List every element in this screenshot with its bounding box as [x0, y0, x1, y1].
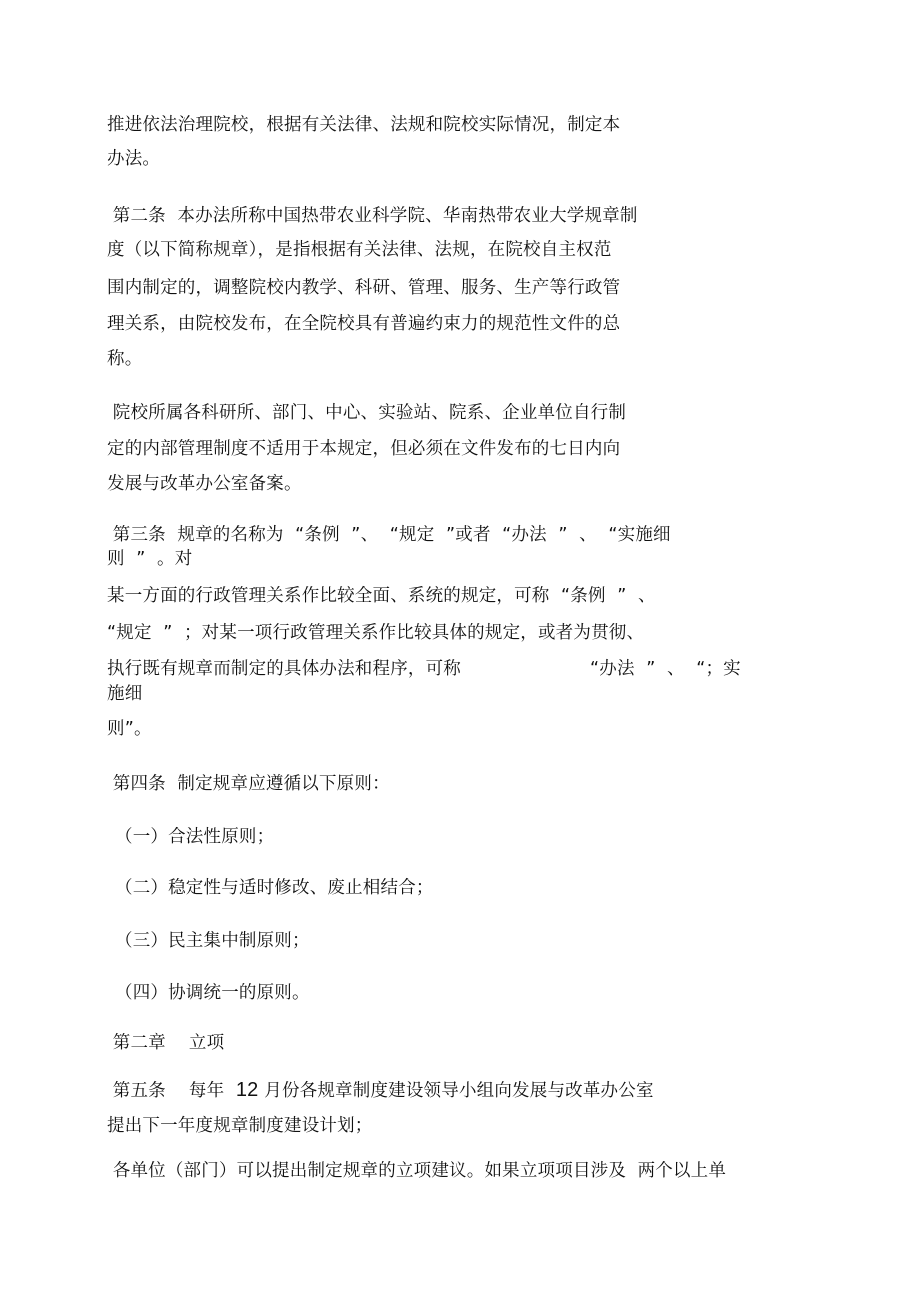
text-line: 发展与改革办公室备案。 [107, 474, 302, 494]
text-line: “办法 ” 、 “；实 [590, 659, 741, 679]
article-2-heading: 第二条 本办法所称中国热带农业科学院、华南热带农业大学规章制 [107, 206, 638, 226]
month-number: 12 [235, 1079, 259, 1101]
list-item: （二）稳定性与适时修改、废止相结合； [115, 878, 434, 898]
text-line: 定的内部管理制度不适用于本规定，但必须在文件发布的七日内向 [107, 439, 621, 459]
list-item: （一）合法性原则； [115, 827, 275, 847]
list-item: （四）协调统一的原则。 [115, 983, 310, 1003]
text-line: 度（以下简称规章），是指根据有关法律、法规，在院校自主权范 [107, 240, 612, 260]
text-line: 办法。 [107, 149, 161, 169]
text-line: 施细 [107, 684, 143, 704]
text-line: 则 ” 。对 [107, 549, 193, 569]
text-line: 院校所属各科研所、部门、中心、实验站、院系、企业单位自行制 [107, 403, 627, 423]
text-line: 各单位（部门）可以提出制定规章的立项建议。如果立项项目涉及 两个以上单 [107, 1161, 727, 1181]
text-span: 月份各规章制度建设领导小组向发展与改革办公室 [258, 1081, 654, 1101]
text-span: 第五条 每年 [107, 1081, 236, 1101]
article-5-heading [107, 1079, 654, 1102]
text-line: 某一方面的行政管理关系作比较全面、系统的规定，可称 “条例 ” 、 [107, 586, 656, 606]
text-line: 执行既有规章而制定的具体办法和程序，可称 [107, 659, 461, 679]
text-line: “规定 ” ；对某一项行政管理关系作比较具体的规定，或者为贯彻、 [107, 623, 645, 643]
text-line: 理关系，由院校发布，在全院校具有普遍约束力的规范性文件的总 [107, 314, 621, 334]
chapter-heading: 第二章 立项 [107, 1033, 225, 1053]
text-line: 则”。 [107, 719, 152, 739]
text-line: 推进依法治理院校，根据有关法律、法规和院校实际情况，制定本 [107, 115, 621, 135]
text-line: 称。 [107, 349, 143, 369]
text-line: 提出下一年度规章制度建设计划； [107, 1116, 373, 1136]
article-4-heading: 第四条 制定规章应遵循以下原则： [107, 774, 390, 794]
article-3-heading: 第三条 规章的名称为 “条例 ”、 “规定 ”或者 “办法 ” 、 “实施细 [107, 525, 671, 545]
text-line: 围内制定的，调整院校内教学、科研、管理、服务、生产等行政管 [107, 278, 621, 298]
list-item: （三）民主集中制原则； [115, 931, 310, 951]
